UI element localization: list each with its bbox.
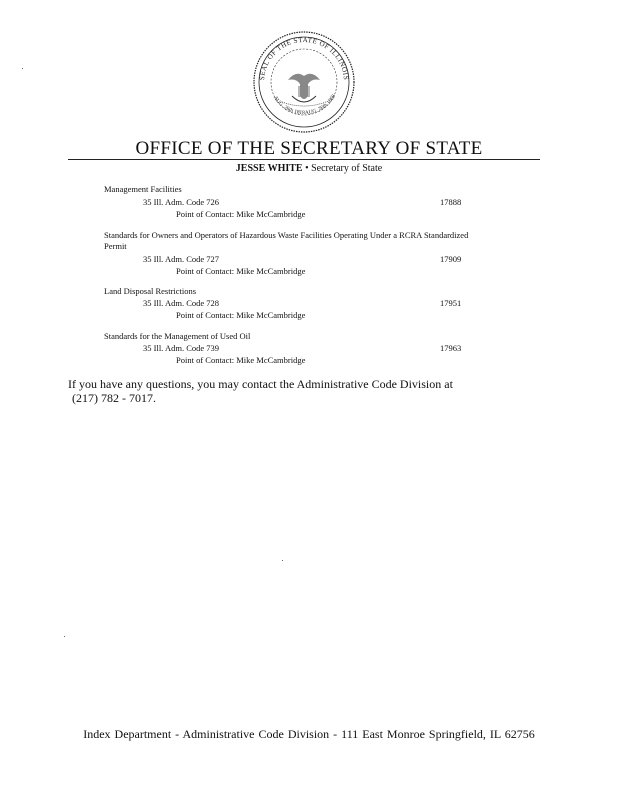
entry-title: Standards for Owners and Operators of Hazardous Waste Facilities Operating Under a RCRA Standardized (104, 230, 469, 240)
entry-code: 35 Ill. Adm. Code 739 (143, 343, 220, 353)
closing-line-1: If you have any questions, you may contact the Administrative Code Division at (68, 377, 453, 391)
scan-speck (22, 68, 23, 69)
entry-page: 17963 (440, 343, 462, 353)
entry-contact: Point of Contact: Mike McCambridge (176, 266, 306, 276)
header-rule (68, 159, 540, 160)
secretary-name: JESSE WHITE (235, 163, 303, 174)
scan-speck (64, 636, 65, 637)
entry-title: Standards for the Management of Used Oil (104, 331, 251, 341)
entry-title: Management Facilities (104, 184, 182, 194)
state-seal-icon (252, 30, 356, 134)
office-title: OFFICE OF THE SECRETARY OF STATE (135, 138, 483, 159)
entry-code: 35 Ill. Adm. Code 727 (143, 254, 220, 264)
entry-page: 17888 (440, 197, 462, 207)
closing-line-2: (217) 782 - 7017. (72, 391, 156, 405)
footer-address: Index Department - Administrative Code Division - 111 East Monroe Springfield, IL 62756 (83, 727, 535, 741)
entry-code: 35 Ill. Adm. Code 726 (143, 197, 220, 207)
entry-contact: Point of Contact: Mike McCambridge (176, 355, 306, 365)
entry-page: 17909 (440, 254, 462, 264)
entry-contact: Point of Contact: Mike McCambridge (176, 310, 306, 320)
entry-code: 35 Ill. Adm. Code 728 (143, 298, 220, 308)
seal-date-2: AUG. 26th 1868 (304, 93, 338, 117)
entry-title: Land Disposal Restrictions (104, 286, 197, 296)
entry-title-cont: Permit (104, 241, 127, 251)
separator: • (305, 163, 309, 174)
secretary-line (0, 163, 618, 174)
scan-speck (282, 560, 283, 561)
seal-date-1: AUG. 26th 1818 (271, 95, 305, 117)
entry-contact: Point of Contact: Mike McCambridge (176, 209, 306, 219)
secretary-title: Secretary of State (311, 163, 383, 174)
entry-page: 17951 (440, 298, 462, 308)
svg-text:SEAL OF THE STATE OF ILLINOIS (258, 36, 350, 81)
seal-ring-text: SEAL OF THE STATE OF ILLINOIS (258, 35, 350, 81)
